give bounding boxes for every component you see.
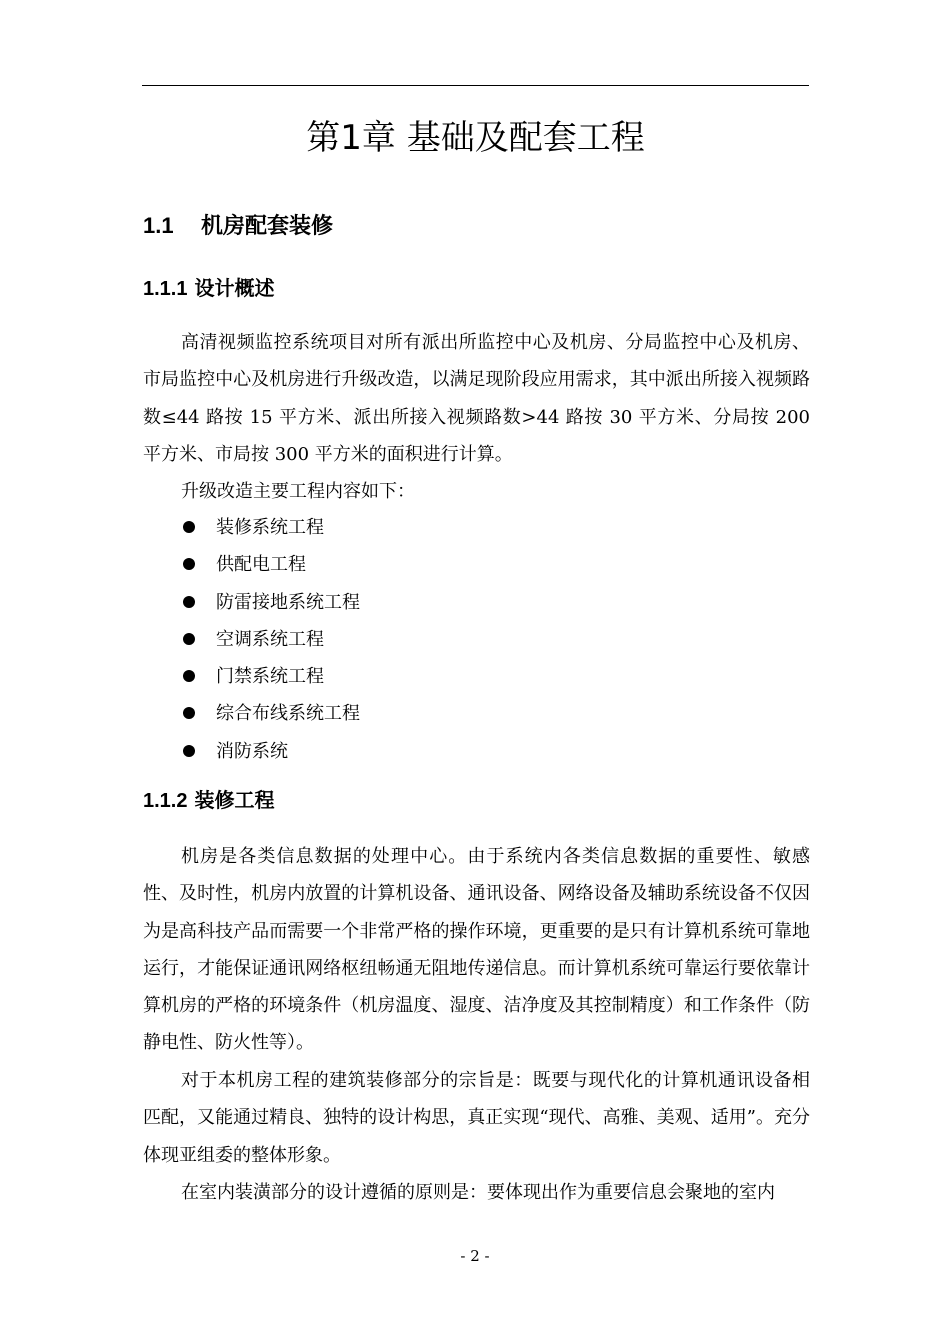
list-item: 空调系统工程 [143,621,810,658]
paragraph-overview: 高清视频监控系统项目对所有派出所监控中心及机房、分局监控中心及机房、市局监控中心及机房进行升级改造，以满足现阶段应用需求，其中派出所接入视频路数≤44 路按 15 平方米、派出所接入视频路数>44 路按 30 平方米、分局按 200 平方米、市局按 300 平方米的面积进行计算。 [143,332,810,465]
bullet-icon [183,633,195,645]
list-item: 装修系统工程 [143,509,810,546]
bullet-icon [183,745,195,757]
bullet-list [143,509,810,770]
paragraph-design-principle: 在室内装潢部分的设计遵循的原则是：要体现出作为重要信息会聚地的室内 [181,1182,775,1203]
bullet-icon [183,558,195,570]
list-item: 供配电工程 [143,546,810,583]
paragraph-machine-room: 机房是各类信息数据的处理中心。由于系统内各类信息数据的重要性、敏感性、及时性，机房内放置的计算机设备、通讯设备、网络设备及辅助系统设备不仅因为是高科技产品而需要一个非常严格的操作环境，更重要的是只有计算机系统可靠地运行，才能保证通讯网络枢纽畅通无阻地传递信息。而计算机系统可靠运行要依靠计算机房的严格的环境条件（机房温度、湿度、洁净度及其控制精度）和工作条件（防静电性、防火性等）。 [143,846,810,1054]
subsection-number: 1.1.1 [143,278,188,300]
list-item: 消防系统 [143,733,810,770]
header-rule [142,85,809,86]
subsection-title: 装修工程 [194,788,275,812]
paragraph-list-intro: 升级改造主要工程内容如下： [181,481,415,502]
subsection-number: 1.1.2 [143,790,188,812]
list-item: 门禁系统工程 [143,658,810,695]
list-item: 防雷接地系统工程 [143,584,810,621]
bullet-icon [183,707,195,719]
section-title: 机房配套装修 [201,214,334,239]
subsection-heading-1 [143,270,274,307]
page-number: - 2 - [460,1247,490,1265]
bullet-icon [183,596,195,608]
bullet-icon [183,670,195,682]
paragraph-design-purpose: 对于本机房工程的建筑装修部分的宗旨是：既要与现代化的计算机通讯设备相匹配，又能通过精良、独特的设计构思，真正实现“现代、高雅、美观、适用”。充分体现亚组委的整体形象。 [143,1070,810,1166]
subsection-title: 设计概述 [194,276,275,300]
bullet-icon [183,521,195,533]
section-number: 1.1 [143,213,174,238]
chapter-title: 第1章 基础及配套工程 [306,118,645,158]
list-item: 综合布线系统工程 [143,695,810,732]
subsection-heading-2 [143,782,274,819]
section-heading [143,204,333,249]
